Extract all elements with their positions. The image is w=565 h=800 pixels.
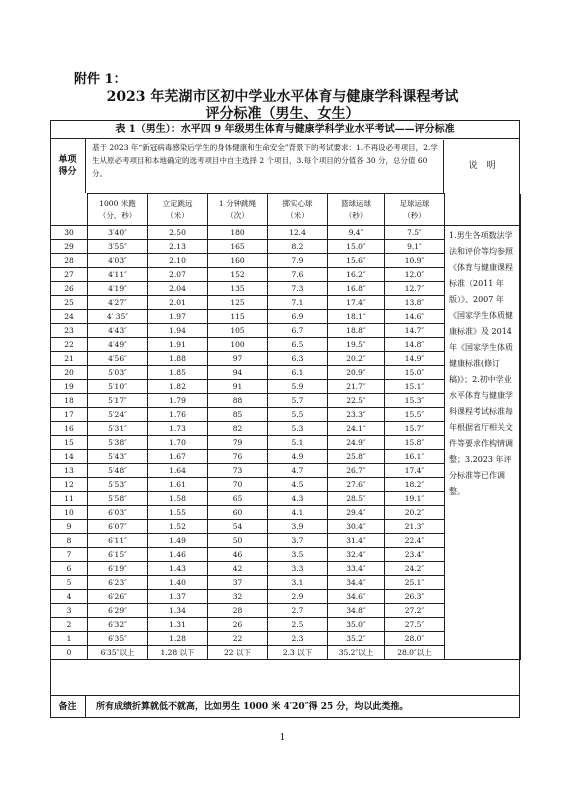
column-header-unit: （秒） <box>403 210 426 220</box>
score-cell: 20 <box>51 366 88 380</box>
value-cell: 22.5″ <box>328 394 385 408</box>
column-header <box>208 194 268 226</box>
value-cell: 115 <box>208 310 268 324</box>
value-cell: 76 <box>208 450 268 464</box>
value-cell: 5′31″ <box>88 422 148 436</box>
value-cell: 6′15″ <box>88 548 148 562</box>
value-cell: 1.37 <box>148 590 208 604</box>
value-cell: 5′03″ <box>88 366 148 380</box>
value-cell: 25.8″ <box>328 450 385 464</box>
value-cell: 7.6 <box>268 268 328 282</box>
value-cell: 1.40 <box>148 576 208 590</box>
value-cell: 12.0″ <box>385 268 445 282</box>
value-cell: 2.04 <box>148 282 208 296</box>
value-cell: 1.64 <box>148 464 208 478</box>
value-cell: 91 <box>208 380 268 394</box>
value-cell: 6′07″ <box>88 520 148 534</box>
score-cell: 8 <box>51 534 88 548</box>
value-cell: 1.91 <box>148 338 208 352</box>
value-cell: 32.4″ <box>328 548 385 562</box>
value-cell: 18.1″ <box>328 310 385 324</box>
value-cell: 6′35″以上 <box>88 646 148 660</box>
document-title: 2023 年芜湖市区初中学业水平体育与健康学科课程考试 <box>106 89 459 105</box>
value-cell: 6.9 <box>268 310 328 324</box>
column-header-unit: （秒） <box>344 210 368 220</box>
value-cell: 5′38″ <box>88 436 148 450</box>
value-cell: 7.1 <box>268 296 328 310</box>
value-cell: 26.7″ <box>328 464 385 478</box>
score-cell: 28 <box>51 254 88 268</box>
value-cell: 12.7″ <box>385 282 445 296</box>
value-cell: 9.1″ <box>385 240 445 254</box>
value-cell: 19.1″ <box>385 492 445 506</box>
value-cell: 15.1″ <box>385 380 445 394</box>
value-cell: 20.9″ <box>328 366 385 380</box>
value-cell: 4′43″ <box>88 324 148 338</box>
value-cell: 3.7 <box>268 534 328 548</box>
value-cell: 2.07 <box>148 268 208 282</box>
value-cell: 21.3″ <box>385 520 445 534</box>
column-header-unit: （米） <box>286 210 309 220</box>
value-cell: 15.0″ <box>385 366 445 380</box>
value-cell: 46 <box>208 548 268 562</box>
value-cell: 16.8″ <box>328 282 385 296</box>
value-cell: 28.0″ <box>385 632 445 646</box>
value-cell: 2.01 <box>148 296 208 310</box>
value-cell: 24.2″ <box>385 562 445 576</box>
value-cell: 15.0″ <box>328 240 385 254</box>
score-cell: 11 <box>51 492 88 506</box>
value-cell: 21.7″ <box>328 380 385 394</box>
value-cell: 97 <box>208 352 268 366</box>
value-cell: 2.50 <box>148 226 208 240</box>
value-cell: 6′19″ <box>88 562 148 576</box>
value-cell: 5.5 <box>268 408 328 422</box>
value-cell: 30.4″ <box>328 520 385 534</box>
value-cell: 24.1″ <box>328 422 385 436</box>
value-cell: 70 <box>208 478 268 492</box>
value-cell: 15.7″ <box>385 422 445 436</box>
value-cell: 6′26″ <box>88 590 148 604</box>
value-cell: 22 <box>208 632 268 646</box>
value-cell: 1.79 <box>148 394 208 408</box>
column-header-unit: （次） <box>226 210 249 220</box>
value-cell: 1.28 <box>148 632 208 646</box>
score-cell: 25 <box>51 296 88 310</box>
value-cell: 5′17″ <box>88 394 148 408</box>
value-cell: 6.7 <box>268 324 328 338</box>
value-cell: 20.2″ <box>328 352 385 366</box>
value-cell: 7.9 <box>268 254 328 268</box>
value-cell: 165 <box>208 240 268 254</box>
value-cell: 3′55″ <box>88 240 148 254</box>
value-cell: 35.0″ <box>328 618 385 632</box>
intro-text: 基于 2023 年“新冠病毒感染后学生的身体健康和生命安全”背景下的考试要求：1.不再设必考项目，2.学生从原必考项目和本地确定的选考项目中自主选择 2 个项目，3.每个项目的分值各 30 分，总分值 60 分。 <box>87 140 444 194</box>
value-cell: 14.6″ <box>385 310 445 324</box>
value-cell: 3.5 <box>268 548 328 562</box>
value-cell: 17.4″ <box>385 464 445 478</box>
value-cell: 22 以下 <box>208 646 268 660</box>
value-cell: 1.43 <box>148 562 208 576</box>
column-header-name: 掷实心球 <box>282 198 313 208</box>
value-cell: 22.4″ <box>385 534 445 548</box>
score-header-text: 单项得分 <box>58 155 77 177</box>
column-header-unit: （米） <box>166 210 189 220</box>
page-number: 1 <box>279 733 286 743</box>
footer-text: 所有成绩折算就低不就高，比如男生 1000 米 4′20″得 25 分，均以此类推。 <box>96 702 409 712</box>
value-cell: 18.8″ <box>328 324 385 338</box>
value-cell: 152 <box>208 268 268 282</box>
table-row <box>51 226 521 240</box>
score-cell: 16 <box>51 422 88 436</box>
column-header <box>88 194 148 226</box>
score-cell: 10 <box>51 506 88 520</box>
value-cell: 1.67 <box>148 450 208 464</box>
value-cell: 19.5″ <box>328 338 385 352</box>
score-cell: 14 <box>51 450 88 464</box>
value-cell: 9.4″ <box>328 226 385 240</box>
value-cell: 5.1 <box>268 436 328 450</box>
value-cell: 6′32″ <box>88 618 148 632</box>
value-cell: 5′10″ <box>88 380 148 394</box>
value-cell: 5′58″ <box>88 492 148 506</box>
value-cell: 3′40″ <box>88 226 148 240</box>
value-cell: 6′23″ <box>88 576 148 590</box>
value-cell: 37 <box>208 576 268 590</box>
value-cell: 5.7 <box>268 394 328 408</box>
value-cell: 105 <box>208 324 268 338</box>
value-cell: 10.9″ <box>385 254 445 268</box>
value-cell: 1.76 <box>148 408 208 422</box>
score-table <box>50 193 521 660</box>
value-cell: 35.2″ <box>328 632 385 646</box>
score-cell: 26 <box>51 282 88 296</box>
value-cell: 18.2″ <box>385 478 445 492</box>
table-caption: 表 1（男生）：水平四 9 年级男生体育与健康学科学业水平考试——评分标准 <box>50 121 520 139</box>
score-cell: 5 <box>51 576 88 590</box>
value-cell: 3.3 <box>268 562 328 576</box>
score-cell: 9 <box>51 520 88 534</box>
score-cell: 1 <box>51 632 88 646</box>
value-cell: 4′49″ <box>88 338 148 352</box>
value-cell: 29.4″ <box>328 506 385 520</box>
value-cell: 20.2″ <box>385 506 445 520</box>
value-cell: 1.61 <box>148 478 208 492</box>
value-cell: 2.10 <box>148 254 208 268</box>
value-cell: 16.1″ <box>385 450 445 464</box>
value-cell: 94 <box>208 366 268 380</box>
value-cell: 1.49 <box>148 534 208 548</box>
value-cell: 73 <box>208 464 268 478</box>
column-header <box>385 194 445 226</box>
value-cell: 2.3 <box>268 632 328 646</box>
value-cell: 25.1″ <box>385 576 445 590</box>
value-cell: 4′19″ <box>88 282 148 296</box>
value-cell: 79 <box>208 436 268 450</box>
value-cell: 50 <box>208 534 268 548</box>
score-cell: 30 <box>51 226 88 240</box>
score-header-spacer <box>51 194 88 226</box>
value-cell: 13.8″ <box>385 296 445 310</box>
value-cell: 1.28 以下 <box>148 646 208 660</box>
value-cell: 7.3 <box>268 282 328 296</box>
score-cell: 4 <box>51 590 88 604</box>
value-cell: 4.3 <box>268 492 328 506</box>
column-header <box>148 194 208 226</box>
value-cell: 1.58 <box>148 492 208 506</box>
score-table-body <box>51 226 521 660</box>
column-header-name: 足球运球 <box>399 198 430 208</box>
score-cell: 6 <box>51 562 88 576</box>
value-cell: 6.3 <box>268 352 328 366</box>
value-cell: 60 <box>208 506 268 520</box>
score-cell: 13 <box>51 464 88 478</box>
value-cell: 180 <box>208 226 268 240</box>
value-cell: 4′27″ <box>88 296 148 310</box>
value-cell: 54 <box>208 520 268 534</box>
score-cell: 7 <box>51 548 88 562</box>
value-cell: 135 <box>208 282 268 296</box>
value-cell: 4.5 <box>268 478 328 492</box>
value-cell: 6.1 <box>268 366 328 380</box>
value-cell: 85 <box>208 408 268 422</box>
score-cell: 17 <box>51 408 88 422</box>
value-cell: 2.13 <box>148 240 208 254</box>
column-header <box>328 194 385 226</box>
score-cell: 12 <box>51 478 88 492</box>
value-cell: 15.3″ <box>385 394 445 408</box>
value-cell: 100 <box>208 338 268 352</box>
score-cell: 15 <box>51 436 88 450</box>
value-cell: 4.7 <box>268 464 328 478</box>
value-cell: 1.31 <box>148 618 208 632</box>
value-cell: 4′ 35″ <box>88 310 148 324</box>
value-cell: 12.4 <box>268 226 328 240</box>
value-cell: 6′29″ <box>88 604 148 618</box>
value-cell: 14.8″ <box>385 338 445 352</box>
value-cell: 1.34 <box>148 604 208 618</box>
value-cell: 1.70 <box>148 436 208 450</box>
remarks-cell: 1.男生各项数法学法和评价等均参照《体育与健康课程标准（2011 年版）》、2007 年《国家学生体质健康标准》及 2014 年《国家学生体质健康标准(修订稿)》；2.初中学业水平体育与健康学科课程考试标准每年根据省厅相关文件等要求作构情调整；3.2023 年评分标准等已作调整。 <box>445 226 521 660</box>
value-cell: 6.5 <box>268 338 328 352</box>
value-cell: 16.2″ <box>328 268 385 282</box>
column-header-name: 篮球运球 <box>341 198 371 208</box>
column-header-name: 1 分钟跳绳 <box>218 198 257 208</box>
value-cell: 1.85 <box>148 366 208 380</box>
value-cell: 32 <box>208 590 268 604</box>
value-cell: 65 <box>208 492 268 506</box>
value-cell: 6′35″ <box>88 632 148 646</box>
value-cell: 15.5″ <box>385 408 445 422</box>
score-cell: 3 <box>51 604 88 618</box>
value-cell: 2.5 <box>268 618 328 632</box>
value-cell: 3.9 <box>268 520 328 534</box>
score-cell: 2 <box>51 618 88 632</box>
attachment-label: 附件 1： <box>74 72 127 87</box>
remark-header-spacer <box>445 194 521 226</box>
value-cell: 27.6″ <box>328 478 385 492</box>
value-cell: 15.6″ <box>328 254 385 268</box>
value-cell: 34.8″ <box>328 604 385 618</box>
value-cell: 5.3 <box>268 422 328 436</box>
column-header-name: 1000 米跑 <box>99 198 136 208</box>
value-cell: 4′11″ <box>88 268 148 282</box>
score-header <box>50 139 86 193</box>
value-cell: 33.4″ <box>328 562 385 576</box>
column-header <box>268 194 328 226</box>
value-cell: 31.4″ <box>328 534 385 548</box>
value-cell: 1.52 <box>148 520 208 534</box>
score-cell: 19 <box>51 380 88 394</box>
score-cell: 23 <box>51 324 88 338</box>
value-cell: 6′11″ <box>88 534 148 548</box>
value-cell: 1.46 <box>148 548 208 562</box>
score-cell: 0 <box>51 646 88 660</box>
value-cell: 5′43″ <box>88 450 148 464</box>
value-cell: 4.9 <box>268 450 328 464</box>
value-cell: 34.4″ <box>328 576 385 590</box>
footer-row <box>50 695 520 718</box>
value-cell: 7.5″ <box>385 226 445 240</box>
value-cell: 2.9 <box>268 590 328 604</box>
score-cell: 21 <box>51 352 88 366</box>
value-cell: 1.82 <box>148 380 208 394</box>
value-cell: 28.5″ <box>328 492 385 506</box>
column-header-name: 立定跳远 <box>162 198 193 208</box>
value-cell: 5.9 <box>268 380 328 394</box>
column-header-unit: （分、秒） <box>98 210 137 220</box>
value-cell: 26 <box>208 618 268 632</box>
value-cell: 6′03″ <box>88 506 148 520</box>
document-subtitle: 评分标准（男生、女生） <box>205 106 360 122</box>
column-header-row <box>51 194 521 226</box>
value-cell: 2.7 <box>268 604 328 618</box>
value-cell: 5′48″ <box>88 464 148 478</box>
value-cell: 14.9″ <box>385 352 445 366</box>
value-cell: 24.9″ <box>328 436 385 450</box>
value-cell: 28 <box>208 604 268 618</box>
value-cell: 160 <box>208 254 268 268</box>
value-cell: 1.94 <box>148 324 208 338</box>
score-cell: 27 <box>51 268 88 282</box>
value-cell: 2.3 以下 <box>268 646 328 660</box>
value-cell: 4′56″ <box>88 352 148 366</box>
value-cell: 3.1 <box>268 576 328 590</box>
value-cell: 125 <box>208 296 268 310</box>
value-cell: 88 <box>208 394 268 408</box>
value-cell: 15.8″ <box>385 436 445 450</box>
value-cell: 17.4″ <box>328 296 385 310</box>
score-cell: 29 <box>51 240 88 254</box>
remark-header: 说 明 <box>468 160 496 171</box>
value-cell: 8.2 <box>268 240 328 254</box>
value-cell: 5′53″ <box>88 478 148 492</box>
value-cell: 42 <box>208 562 268 576</box>
value-cell: 27.2″ <box>385 604 445 618</box>
value-cell: 1.55 <box>148 506 208 520</box>
value-cell: 14.7″ <box>385 324 445 338</box>
value-cell: 4.1 <box>268 506 328 520</box>
value-cell: 4′03″ <box>88 254 148 268</box>
value-cell: 23.3″ <box>328 408 385 422</box>
value-cell: 34.6″ <box>328 590 385 604</box>
score-cell: 24 <box>51 310 88 324</box>
value-cell: 23.4″ <box>385 548 445 562</box>
score-cell: 22 <box>51 338 88 352</box>
value-cell: 35.2″以上 <box>328 646 385 660</box>
value-cell: 1.88 <box>148 352 208 366</box>
footer-label: 备注 <box>50 696 86 718</box>
value-cell: 1.97 <box>148 310 208 324</box>
value-cell: 28.0″以上 <box>385 646 445 660</box>
value-cell: 5′24″ <box>88 408 148 422</box>
value-cell: 1.73 <box>148 422 208 436</box>
value-cell: 82 <box>208 422 268 436</box>
value-cell: 26.3″ <box>385 590 445 604</box>
value-cell: 27.5″ <box>385 618 445 632</box>
score-cell: 18 <box>51 394 88 408</box>
